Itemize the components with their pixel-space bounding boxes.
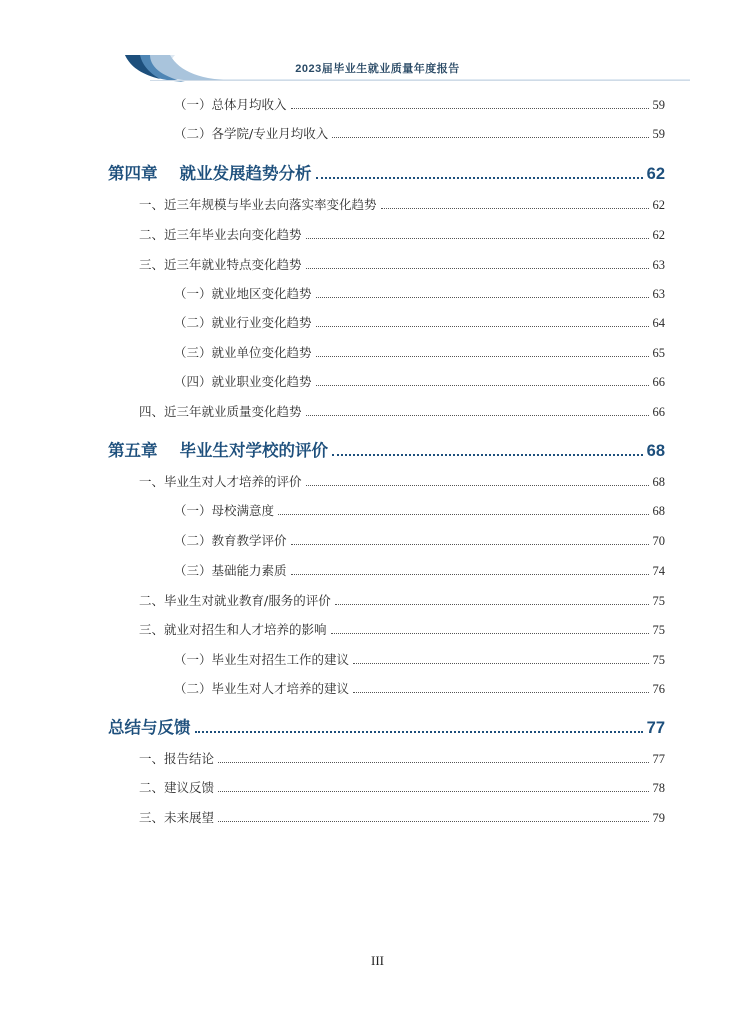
toc-subsection-entry[interactable] — [174, 650, 665, 668]
toc-entry-label: （四）就业职业变化趋势 — [174, 374, 312, 389]
toc-subsection-entry[interactable] — [174, 284, 665, 302]
toc-section-entry[interactable] — [139, 225, 665, 243]
toc-dot-leader — [278, 507, 648, 516]
toc-section-entry[interactable] — [139, 195, 665, 213]
toc-entry-label: （三）就业单位变化趋势 — [174, 345, 312, 360]
report-title: 2023届毕业生就业质量年度报告 — [295, 63, 460, 75]
page-number: III — [371, 953, 384, 968]
toc-page-number: 75 — [652, 594, 665, 608]
toc-section-entry[interactable] — [139, 255, 665, 273]
toc-dot-leader — [331, 626, 649, 635]
toc-entry-label: 一、近三年规模与毕业去向落实率变化趋势 — [139, 197, 377, 212]
toc-entry-label: （二）就业行业变化趋势 — [174, 315, 312, 330]
toc-page-number: 70 — [652, 534, 665, 548]
toc-subsection-entry[interactable] — [174, 679, 665, 697]
toc-entry-label: 一、报告结论 — [139, 751, 215, 766]
toc-page-number: 63 — [652, 258, 665, 272]
page-header — [0, 0, 755, 90]
toc-dot-leader — [291, 567, 649, 576]
toc-dot-leader — [316, 349, 649, 358]
toc-page-number: 66 — [652, 375, 665, 389]
toc-subsection-entry[interactable] — [174, 531, 665, 549]
toc-page-number: 62 — [652, 228, 665, 242]
toc-section-entry[interactable] — [139, 472, 665, 490]
toc-entry-label: 三、近三年就业特点变化趋势 — [139, 257, 302, 272]
toc-page-number: 68 — [646, 442, 665, 460]
toc-entry-label: 总结与反馈 — [108, 718, 191, 737]
toc-chapter-entry[interactable] — [108, 160, 665, 184]
toc-entry-label: 第四章 就业发展趋势分析 — [108, 164, 312, 183]
toc-page-number: 77 — [646, 719, 665, 737]
toc-page-number: 74 — [652, 564, 665, 578]
toc-page-number: 62 — [652, 198, 665, 212]
toc-dot-leader — [381, 201, 649, 210]
toc-section-entry[interactable] — [139, 620, 665, 638]
toc-chapter-title: 毕业生对学校的评价 — [179, 441, 328, 460]
toc-page-number: 78 — [652, 781, 665, 795]
toc-subsection-entry[interactable] — [174, 95, 665, 113]
toc-subsection-entry[interactable] — [174, 313, 665, 331]
toc-subsection-entry[interactable] — [174, 343, 665, 361]
toc-dot-leader — [306, 478, 649, 487]
toc-entry-label: 第五章 毕业生对学校的评价 — [108, 441, 328, 460]
toc-entry-label: 一、毕业生对人才培养的评价 — [139, 474, 302, 489]
toc-entry-label: 四、近三年就业质量变化趋势 — [139, 404, 302, 419]
toc-dot-leader — [353, 685, 648, 694]
toc-subsection-entry[interactable] — [174, 124, 665, 142]
toc-page-number: 77 — [652, 752, 665, 766]
toc-page-number: 68 — [652, 475, 665, 489]
toc-dot-leader — [316, 290, 649, 299]
toc-chapter-entry[interactable] — [108, 437, 665, 461]
toc-page-number: 59 — [652, 98, 665, 112]
toc-page-number: 79 — [652, 811, 665, 825]
toc-dot-leader — [353, 656, 648, 665]
toc-section-entry[interactable] — [139, 808, 665, 826]
toc-page-number: 66 — [652, 405, 665, 419]
toc-entry-label: （一）毕业生对招生工作的建议 — [174, 652, 350, 667]
toc-entry-label: 三、未来展望 — [139, 810, 215, 825]
toc-page-number: 59 — [652, 127, 665, 141]
toc-page-number: 63 — [652, 287, 665, 301]
toc-page-number: 68 — [652, 504, 665, 518]
toc-dot-leader — [218, 755, 648, 764]
toc-dot-leader — [306, 261, 649, 270]
toc-dot-leader — [316, 167, 643, 179]
toc-entry-label: 二、近三年毕业去向变化趋势 — [139, 227, 302, 242]
toc-dot-leader — [195, 721, 643, 733]
toc-page-number: 75 — [652, 623, 665, 637]
toc-entry-label: （一）就业地区变化趋势 — [174, 286, 312, 301]
toc-section-entry[interactable] — [139, 591, 665, 609]
toc-section-entry[interactable] — [139, 402, 665, 420]
toc-entry-label: （一）总体月均收入 — [174, 97, 287, 112]
toc-entry-label: 二、建议反馈 — [139, 780, 215, 795]
toc-dot-leader — [332, 130, 648, 139]
toc-subsection-entry[interactable] — [174, 561, 665, 579]
toc-dot-leader — [316, 378, 649, 387]
toc-dot-leader — [218, 814, 648, 823]
toc-chapter-entry[interactable] — [108, 714, 665, 738]
toc-entry-label: （二）教育教学评价 — [174, 533, 287, 548]
toc-page-number: 62 — [646, 165, 665, 183]
toc-entry-label: 三、就业对招生和人才培养的影响 — [139, 622, 327, 637]
toc-section-entry[interactable] — [139, 778, 665, 796]
toc-dot-leader — [218, 784, 648, 793]
toc-dot-leader — [306, 231, 649, 240]
toc-dot-leader — [335, 597, 649, 606]
toc-page-number: 75 — [652, 653, 665, 667]
toc-entry-label: （三）基础能力素质 — [174, 563, 287, 578]
toc-entry-label: 二、毕业生对就业教育/服务的评价 — [139, 593, 331, 608]
toc-dot-leader — [291, 537, 649, 546]
toc-subsection-entry[interactable] — [174, 372, 665, 390]
toc-entry-label: （一）母校满意度 — [174, 503, 275, 518]
header-wave-decoration — [0, 0, 755, 90]
toc-dot-leader — [291, 101, 649, 110]
toc-dot-leader — [332, 444, 643, 456]
toc-subsection-entry[interactable] — [174, 501, 665, 519]
toc-dot-leader — [306, 408, 649, 417]
toc-entry-label: （二）毕业生对人才培养的建议 — [174, 681, 350, 696]
toc-section-entry[interactable] — [139, 749, 665, 767]
toc-page-number: 76 — [652, 682, 665, 696]
toc-dot-leader — [316, 319, 649, 328]
toc-entry-label: （二）各学院/专业月均收入 — [174, 126, 329, 141]
toc-chapter-title: 就业发展趋势分析 — [179, 164, 312, 183]
toc-page-number: 64 — [652, 316, 665, 330]
toc-page-number: 65 — [652, 346, 665, 360]
